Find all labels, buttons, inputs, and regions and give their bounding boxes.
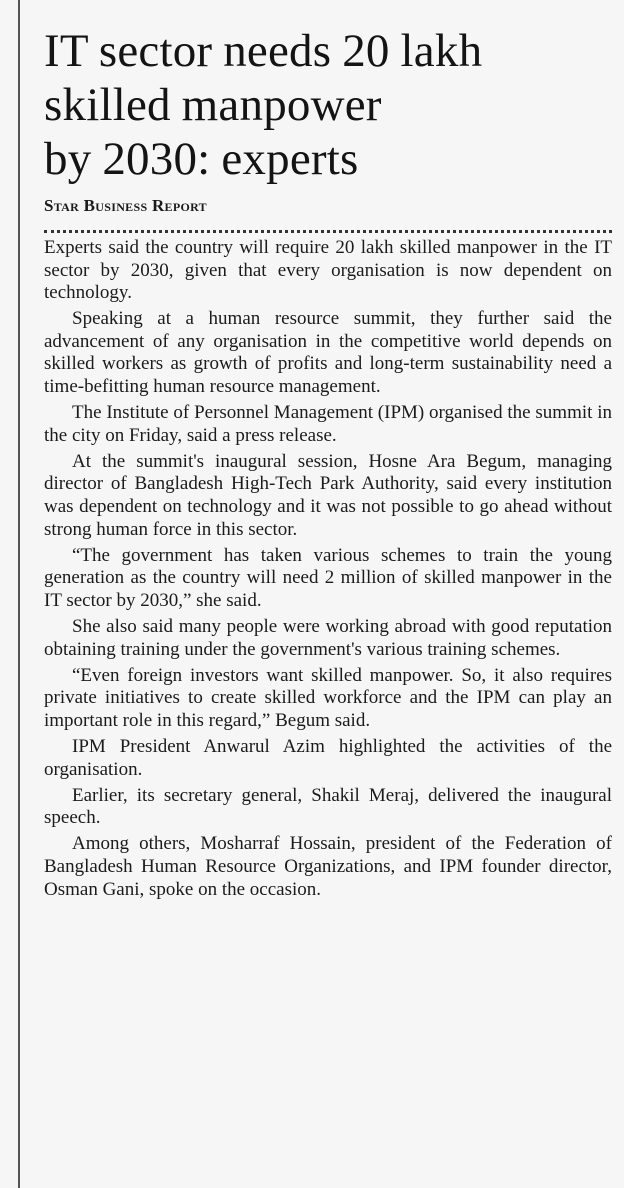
paragraph: “The government has taken various schemes to train the young generation as the country will need 2 million of skilled manpower in the IT sector by 2030,” she said.: [44, 544, 612, 611]
headline-line: skilled manpower: [44, 79, 382, 131]
headline-line: by 2030: experts: [44, 133, 359, 185]
dotted-divider: [44, 230, 612, 233]
paragraph: Experts said the country will require 20 lakh skilled manpower in the IT sector by 2030, given that every organisation is now dependent on technology.: [44, 237, 612, 304]
paragraph: Speaking at a human resource summit, they further said the advancement of any organisation in the competitive world depends on skilled workers as growth of profits and long-term sustainability need a time-befitting human resource management.: [44, 308, 612, 398]
paragraph: At the summit's inaugural session, Hosne Ara Begum, managing director of Bangladesh High-Tech Park Authority, said every institution was dependent on technology and it was not possible to go ahead without strong human force in this sector.: [44, 450, 612, 540]
paragraph: She also said many people were working abroad with good reputation obtaining training under the government's various training schemes.: [44, 616, 612, 660]
byline: Star Business Report: [44, 196, 207, 215]
column-rule: [18, 0, 20, 1188]
paragraph: Earlier, its secretary general, Shakil Meraj, delivered the inaugural speech.: [44, 784, 612, 829]
paragraph: Among others, Mosharraf Hossain, president of the Federation of Bangladesh Human Resource Organizations, and IPM founder director, Osman Gani, spoke on the occasion.: [44, 833, 612, 900]
paragraph: The Institute of Personnel Management (IPM) organised the summit in the city on Friday, said a press release.: [44, 402, 612, 446]
headline-line: IT sector needs 20 lakh: [44, 25, 483, 77]
headline: [44, 24, 612, 186]
paragraph: “Even foreign investors want skilled manpower. So, it also requires private initiatives to create skilled workforce and the IPM can play an important role in this regard,” Begum said.: [44, 664, 612, 731]
article: [44, 24, 612, 905]
article-body: [44, 237, 612, 901]
paragraph: IPM President Anwarul Azim highlighted the activities of the organisation.: [44, 735, 612, 780]
